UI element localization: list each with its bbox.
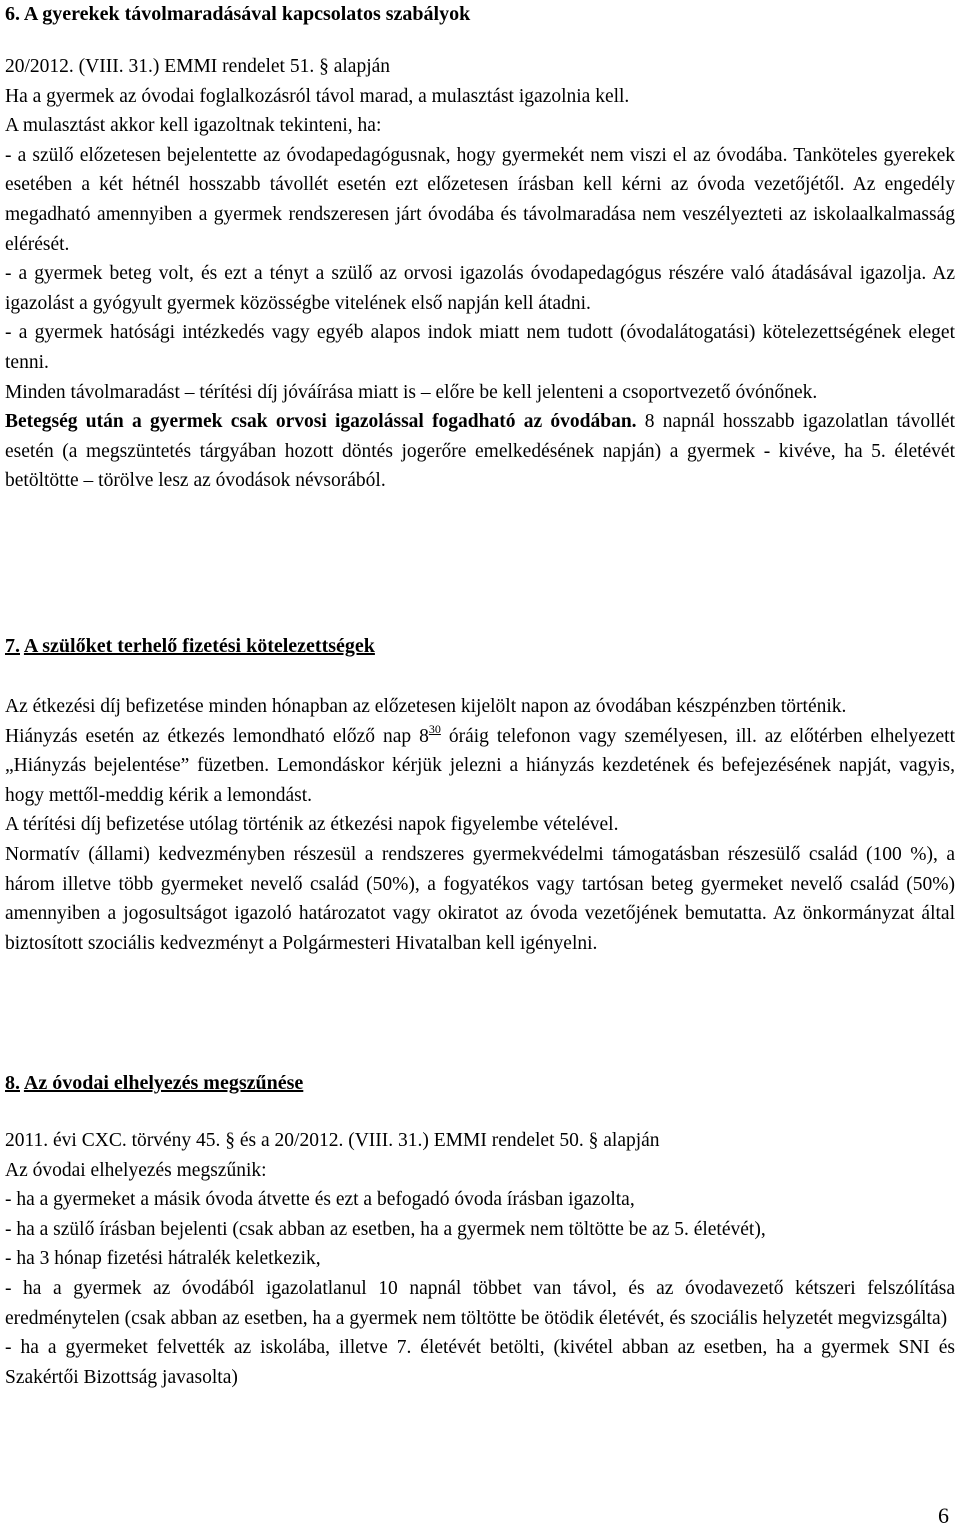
- p2-before: Hiányzás esetén az étkezés lemondható előző nap 8: [5, 725, 429, 747]
- section-8-number: 8.: [5, 1072, 20, 1094]
- section-8-legal-ref: 2011. évi CXC. törvény 45. § és a 20/2012. (VIII. 31.) EMMI rendelet 50. § alapján: [5, 1130, 660, 1151]
- after-bold-rule: 8 napnál hosszabb igazolatlan távollét esetén (a megszüntetés tárgyában hozott döntés jogerőre emelkedésének napján) a gyermek - kivéve, ha 5. életévét betöltötte – törölve lesz az óvodások névsorából.: [5, 411, 955, 492]
- section-8: [5, 1069, 955, 1098]
- section-6-rule: [5, 407, 955, 496]
- list-item: - ha 3 hónap fizetési hátralék keletkezik,: [5, 1248, 321, 1270]
- section-8-intro: Az óvodai elhelyezés megszűnik:: [5, 1159, 267, 1181]
- section-6-intro: Ha a gyermek az óvodai foglalkozásról távol marad, a mulasztást igazolnia kell.: [5, 85, 630, 107]
- section-8-body: [5, 1126, 955, 1392]
- section-6-notice: Minden távolmaradást – térítési díj jóváírása miatt is – előre be kell jelenteni a csoportvezető óvónőnek.: [5, 381, 818, 403]
- section-7-p2: [5, 722, 955, 811]
- section-7-p1: Az étkezési díj befizetése minden hónapban az előzetesen kijelölt napon az óvodában készpénzben történik.: [5, 696, 847, 717]
- section-6-body: [5, 52, 955, 496]
- section-8-title: [5, 1069, 955, 1098]
- section-7-p3: A térítési díj befizetése utólag történik az étkezési napok figyelembe vételével.: [5, 814, 619, 836]
- section-6-condition: A mulasztást akkor kell igazoltnak tekinteni, ha:: [5, 115, 382, 137]
- section-7-p4: Normatív (állami) kedvezményben részesül a rendszeres gyermekvédelmi támogatásban részesülő család (100 %), a három illetve több gyermeket nevelő család (50%), a fogyatékos vagy tartósan beteg gyermeket nevelő család (50%) amennyiben a jogosultságot igazoló határozatot vagy okiratot az óvoda vezetőjének bemutatta. Az önkormányzat által biztosított szociális kedvezményt a Polgármesteri Hivatalban kell igényelni.: [5, 843, 955, 954]
- section-6-item-2: [5, 259, 955, 318]
- section-7-title: [5, 632, 955, 661]
- section-6-title: 6. A gyerekek távolmaradásával kapcsolatos szabályok: [5, 3, 471, 25]
- section-7-body: [5, 692, 955, 958]
- section-6-item-1: [5, 141, 955, 259]
- list-item: - ha a gyermek az óvodából igazolatlanul 10 napnál többet van távol, és az óvodavezető kétszeri felszólítása eredménytelen (csak abban az esetben, ha a gyermek nem töltötte be ötödik életévét, és szociális helyzetét megvizsgálta): [5, 1277, 955, 1329]
- list-item: - ha a gyermeket felvették az iskolába, illetve 7. életévét betölti, (kivétel abban az esetben, ha a gyermek SNI és Szakértői Bizottság javasolta): [5, 1337, 955, 1388]
- section-6-item-3: - a gyermek hatósági intézkedés vagy egyéb alapos indok miatt nem tudott (óvodalátogatási) kötelezettségének eleget tenni.: [5, 322, 955, 373]
- list-item: - ha a gyermeket a másik óvoda átvette és ezt a befogadó óvoda írásban igazolta,: [5, 1189, 635, 1211]
- list-item: - ha a szülő írásban bejelenti (csak abban az esetben, ha a gyermek nem töltötte be az 5. életévét),: [5, 1218, 766, 1240]
- item-1-text-c: Az engedély megadható amennyiben a gyermek rendszeresen járt óvodába és távolmaradása nem veszélyezteti az iskolaalkalmasság elérését.: [5, 174, 955, 255]
- bold-rule: Betegség után a gyermek csak orvosi igazolással fogadható az óvodában.: [5, 411, 637, 433]
- section-6-legal-ref: 20/2012. (VIII. 31.) EMMI rendelet 51. § alapján: [5, 56, 391, 77]
- p2-after: óráig telefonon vagy személyesen, ill. az előtérben elhelyezett „Hiányzás bejelentése” füzetben. Lemondáskor kérjük jelezni a hiányzás kezdetének és befejezésének napját, vagyis, hogy mettől-meddig kérik a lemondást.: [5, 725, 955, 806]
- item-2-text-a: - a gyermek beteg volt, és ezt a tényt a szülő az orvosi igazolás óvodapedagógus részére való átadásával igazolja.: [5, 263, 927, 285]
- p2-superscript: 30: [428, 721, 441, 736]
- section-7-number: 7.: [5, 635, 20, 657]
- section-7-title-text: A szülőket terhelő fizetési kötelezettségek: [23, 635, 375, 657]
- page-number: 6: [938, 1503, 949, 1528]
- item-2-text-b: Az igazolást a gyógyult gyermek közösségbe vitelének első napján kell átadni.: [5, 263, 955, 314]
- section-8-title-text: Az óvodai elhelyezés megszűnése: [23, 1072, 304, 1094]
- section-6: [5, 0, 955, 29]
- item-1-text-a: - a szülő előzetesen bejelentette az óvodapedagógusnak, hogy gyermekét nem viszi el az óvodába.: [5, 144, 788, 166]
- section-7: [5, 632, 955, 661]
- item-1-text-b: Tanköteles gyerekek esetében a két hétnél hosszabb távollét esetén ezt előzetesen írásban kell kérni az óvoda vezetőjétől.: [5, 144, 956, 196]
